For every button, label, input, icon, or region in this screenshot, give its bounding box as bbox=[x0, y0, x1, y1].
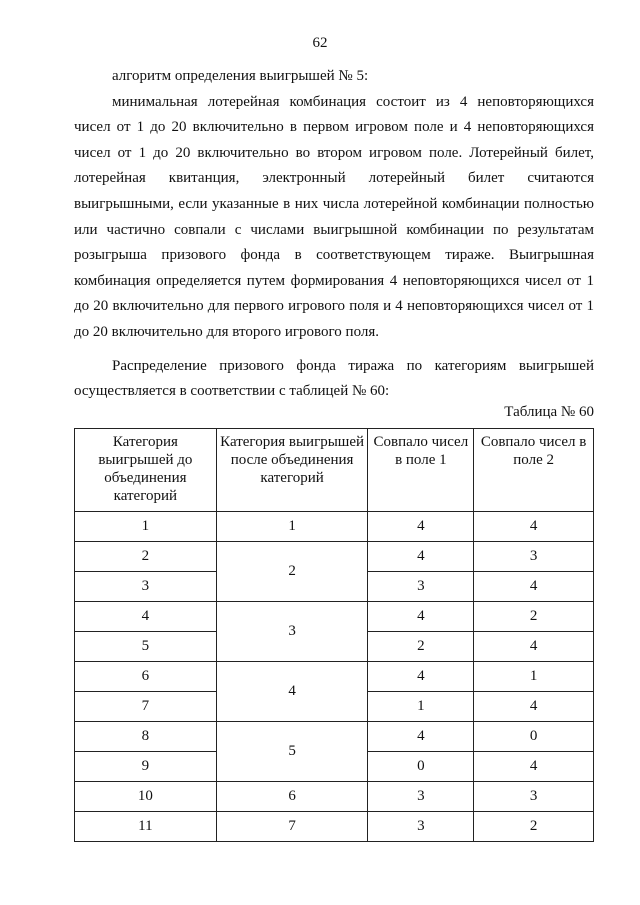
table-row bbox=[75, 512, 594, 542]
body-text bbox=[74, 64, 594, 405]
cell-category-before: 6 bbox=[75, 662, 217, 692]
cell-field-1: 3 bbox=[368, 572, 474, 602]
paragraph-algorithm-description: минимальная лотерейная комбинация состоит из 4 неповторяющихся чисел от 1 до 20 включительно в первом игровом поле и 4 неповторяющихся чисел от 1 до 20 включительно во втором игровом поле. Лотерейный билет, лотерейная квитанция, электронный лотерейный билет считаются выигрышными, если указанные в них числа лотерейной комбинации полностью или частично совпали с числами выигрышной комбинации по результатам розыгрыша призового фонда в соответствующем тираже. Выигрышная комбинация определяется путем формирования 4 неповторяющихся чисел от 1 до 20 включительно для первого игрового поля и 4 неповторяющихся чисел от 1 до 20 включительно для второго игрового поля. bbox=[74, 93, 594, 340]
table-row bbox=[75, 812, 594, 842]
cell-field-2: 2 bbox=[474, 812, 594, 842]
cell-field-1: 3 bbox=[368, 812, 474, 842]
cell-field-2: 4 bbox=[474, 632, 594, 662]
cell-category-before: 2 bbox=[75, 542, 217, 572]
header-category-before: Категория выигрышей до объединения категорий bbox=[75, 429, 217, 512]
header-matched-field-2: Совпало чисел в поле 2 bbox=[474, 429, 594, 512]
cell-category-after: 4 bbox=[216, 662, 368, 722]
header-category-after: Категория выигрышей после объединения категорий bbox=[216, 429, 368, 512]
page-number: 62 bbox=[312, 35, 328, 51]
cell-field-2: 3 bbox=[474, 782, 594, 812]
cell-category-after: 6 bbox=[216, 782, 368, 812]
table-row bbox=[75, 722, 594, 752]
cell-category-before: 8 bbox=[75, 722, 217, 752]
cell-field-2: 4 bbox=[474, 752, 594, 782]
cell-category-after: 2 bbox=[216, 542, 368, 602]
cell-category-after: 7 bbox=[216, 812, 368, 842]
cell-field-1: 0 bbox=[368, 752, 474, 782]
cell-category-before: 7 bbox=[75, 692, 217, 722]
cell-category-before: 9 bbox=[75, 752, 217, 782]
cell-field-2: 4 bbox=[474, 572, 594, 602]
cell-category-before: 4 bbox=[75, 602, 217, 632]
cell-field-1: 4 bbox=[368, 602, 474, 632]
cell-field-2: 2 bbox=[474, 602, 594, 632]
cell-category-after: 1 bbox=[216, 512, 368, 542]
table-row bbox=[75, 662, 594, 692]
cell-field-2: 1 bbox=[474, 662, 594, 692]
table-row bbox=[75, 782, 594, 812]
cell-field-1: 1 bbox=[368, 692, 474, 722]
cell-category-after: 5 bbox=[216, 722, 368, 782]
cell-field-1: 4 bbox=[368, 662, 474, 692]
header-matched-field-1: Совпало чисел в поле 1 bbox=[368, 429, 474, 512]
table-caption: Таблица № 60 bbox=[504, 404, 594, 420]
prize-categories-table bbox=[74, 428, 594, 842]
cell-category-before: 10 bbox=[75, 782, 217, 812]
cell-field-1: 4 bbox=[368, 542, 474, 572]
table-row bbox=[75, 542, 594, 572]
cell-field-1: 2 bbox=[368, 632, 474, 662]
cell-category-before: 1 bbox=[75, 512, 217, 542]
paragraph-algorithm-heading: алгоритм определения выигрышей № 5: bbox=[112, 68, 369, 84]
table-header-row bbox=[75, 429, 594, 512]
cell-category-after: 3 bbox=[216, 602, 368, 662]
cell-field-1: 3 bbox=[368, 782, 474, 812]
cell-field-2: 0 bbox=[474, 722, 594, 752]
table-row bbox=[75, 602, 594, 632]
cell-category-before: 11 bbox=[75, 812, 217, 842]
cell-field-2: 4 bbox=[474, 512, 594, 542]
cell-category-before: 5 bbox=[75, 632, 217, 662]
cell-field-2: 4 bbox=[474, 692, 594, 722]
cell-field-2: 3 bbox=[474, 542, 594, 572]
cell-field-1: 4 bbox=[368, 512, 474, 542]
paragraph-distribution: Распределение призового фонда тиража по категориям выигрышей осуществляется в соответствии с таблицей № 60: bbox=[74, 357, 594, 400]
cell-field-1: 4 bbox=[368, 722, 474, 752]
cell-category-before: 3 bbox=[75, 572, 217, 602]
